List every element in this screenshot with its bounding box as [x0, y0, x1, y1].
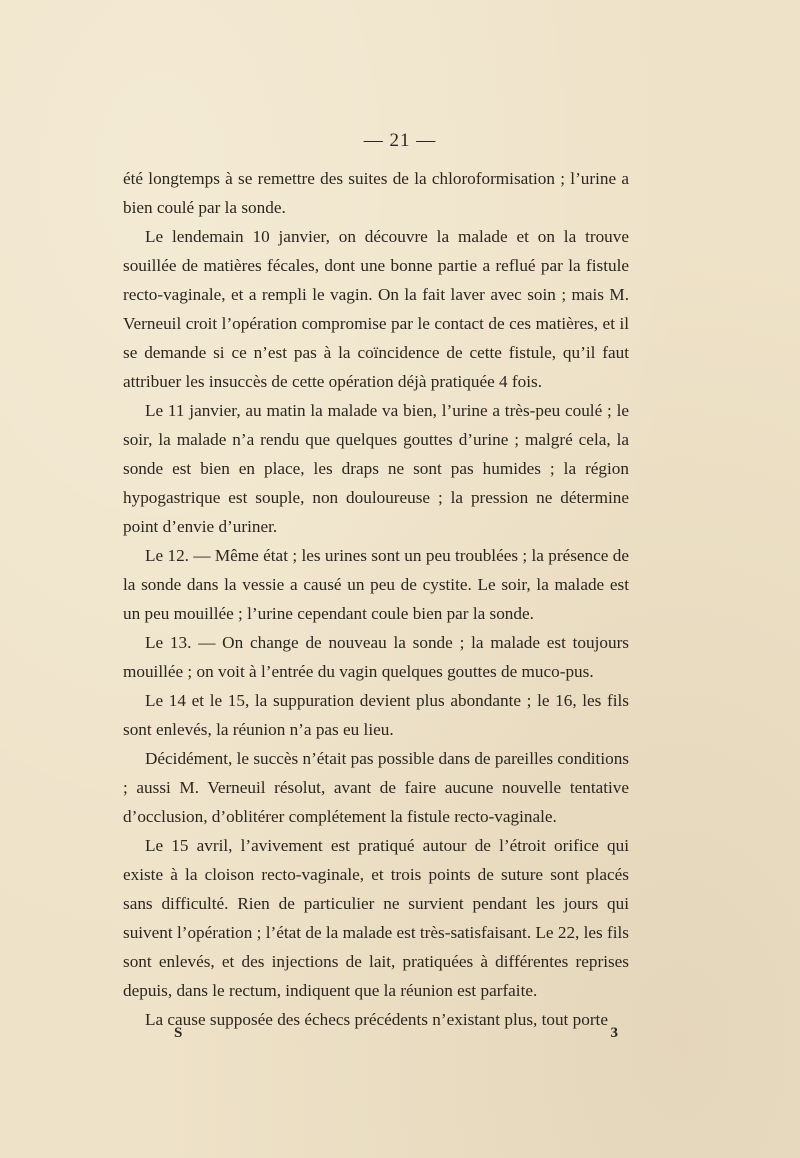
paragraph-4: Le 12. — Même état ; les urines sont un peu troublées ; la présence de la sonde dans la vessie a causé un peu de cystite. Le soir, la malade est un peu mouillée ; l’urine cependant coule bien par la sonde.: [123, 546, 629, 623]
signature-mark-right: 3: [610, 1025, 618, 1041]
paragraph-1: été longtemps à se remettre des suites de la chloroformisation ; l’urine a bien coulé par la sonde.: [123, 169, 629, 217]
page-number: — 21 —: [363, 130, 437, 151]
signature-mark-left: S: [174, 1025, 183, 1041]
body-text: [123, 164, 629, 1034]
paragraph-2: Le lendemain 10 janvier, on découvre la malade et on la trouve souillée de matières fécales, dont une bonne partie a reflué par la fistule recto-vaginale, et a rempli le vagin. On la fait laver avec soin ; mais M. Verneuil croit l’opération compromise par le contact de ces matières, et il se demande si ce n’est pas à la coïncidence de cette fistule, qu’il faut attribuer les insuccès de cette opération déjà pratiquée 4 fois.: [123, 227, 629, 391]
paragraph-7: Décidément, le succès n’était pas possible dans de pareilles conditions ; aussi M. Verneuil résolut, avant de faire aucune nouvelle tentative d’occlusion, d’oblitérer complétement la fistule recto-vaginale.: [123, 749, 629, 826]
paragraph-3: Le 11 janvier, au matin la malade va bien, l’urine a très-peu coulé ; le soir, la malade n’a rendu que quelques gouttes d’urine ; malgré cela, la sonde est bien en place, les draps ne sont pas humides ; la région hypogastrique est souple, non douloureuse ; la pression ne détermine point d’envie d’uriner.: [123, 401, 629, 536]
paragraph-9: La cause supposée des échecs précédents n’existant plus, tout porte: [145, 1010, 608, 1029]
paragraph-5: Le 13. — On change de nouveau la sonde ; la malade est toujours mouillée ; on voit à l’entrée du vagin quelques gouttes de muco-pus.: [123, 633, 629, 681]
paragraph-6: Le 14 et le 15, la suppuration devient plus abondante ; le 16, les fils sont enlevés, la réunion n’a pas eu lieu.: [123, 691, 629, 739]
paragraph-8: Le 15 avril, l’avivement est pratiqué autour de l’étroit orifice qui existe à la cloison recto-vaginale, et trois points de suture sont placés sans difficulté. Rien de particulier ne survient pendant les jours qui suivent l’opération ; l’état de la malade est très-satisfaisant. Le 22, les fils sont enlevés, et des injections de lait, pratiquées à différentes reprises depuis, dans le rectum, indiquent que la réunion est parfaite.: [123, 836, 629, 1000]
